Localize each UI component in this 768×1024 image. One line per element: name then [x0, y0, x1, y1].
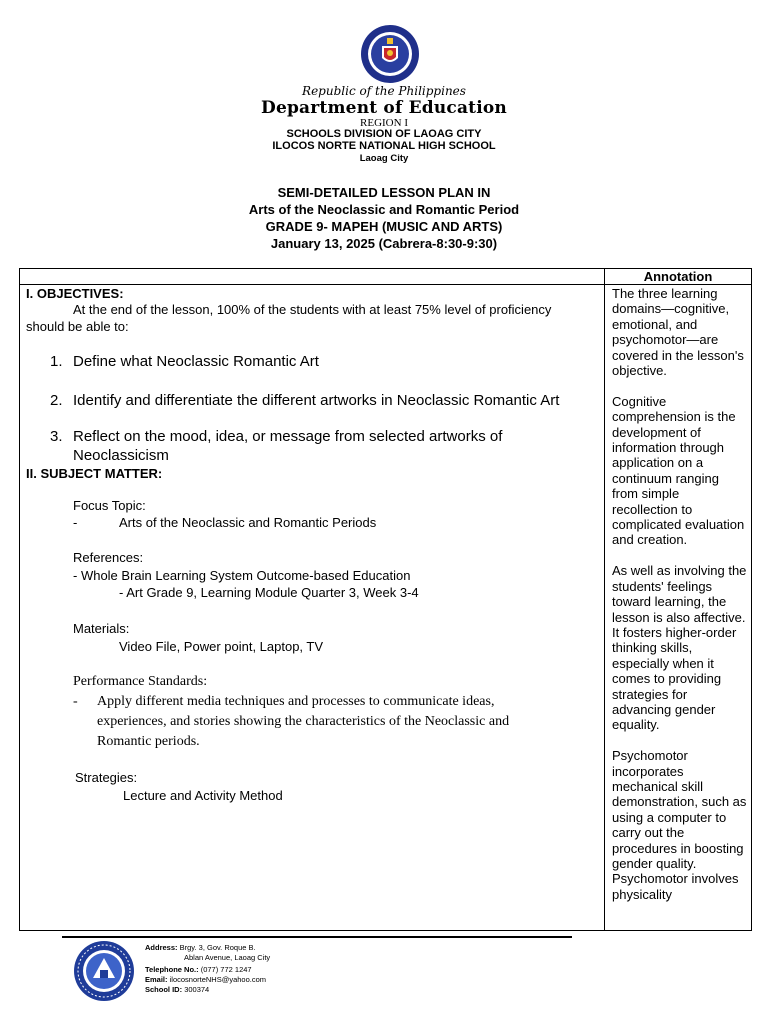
annotation-3: As well as involving the students' feelings toward learning, the lesson is also affective. It fosters higher-order thinking skills, especially when it comes to providing strategies for advancing gender equality. [612, 563, 747, 733]
objective-number-2: 2. [50, 392, 63, 409]
footer-rule [62, 936, 572, 938]
objective-item-3: Reflect on the mood, idea, or message from selected artworks of [73, 428, 503, 445]
objective-number-3: 3. [50, 428, 63, 445]
objective-item-3-cont: Neoclassicism [73, 447, 169, 464]
focus-topic-dash: - [73, 515, 78, 530]
footer-email-label: Email: [145, 975, 168, 984]
deped-seal-icon [360, 24, 420, 84]
strategies-value: Lecture and Activity Method [123, 788, 283, 803]
objectives-intro-line-1: At the end of the lesson, 100% of the students with at least 75% level of proficiency [73, 302, 552, 317]
performance-line-3: Romantic periods. [97, 734, 200, 749]
footer-school-id: 300374 [184, 985, 210, 994]
title-line-1: SEMI-DETAILED LESSON PLAN IN [277, 185, 491, 200]
materials-value: Video File, Power point, Laptop, TV [119, 639, 324, 654]
footer-address-1: Brgy. 3, Gov. Roque B. [179, 943, 256, 952]
references-label: References: [73, 550, 144, 565]
performance-standards-label: Performance Standards: [73, 674, 208, 689]
column-divider [604, 268, 605, 931]
footer-email-line [145, 975, 266, 984]
annotation-1: The three learning domains—cognitive, emotional, and psychomotor—are covered in the lesson's objective. [612, 286, 744, 379]
header-school: ILOCOS NORTE NATIONAL HIGH SCHOOL [272, 140, 496, 152]
header-row-divider [19, 284, 752, 285]
title-line-3: GRADE 9- MAPEH (MUSIC AND ARTS) [265, 219, 503, 234]
objectives-heading: I. OBJECTIVES: [26, 286, 124, 301]
footer-school-id-label: School ID: [145, 985, 183, 994]
header-department: Department of Education [261, 98, 507, 118]
annotation-column [612, 286, 748, 918]
focus-topic-label: Focus Topic: [73, 498, 146, 513]
annotation-2: Cognitive comprehension is the development of information through application on a continuum ranging from simple recollection to complicated evaluation and creation. [612, 393, 745, 548]
performance-dash: - [73, 694, 78, 709]
header-region: REGION I [360, 117, 408, 129]
header-division: SCHOOLS DIVISION OF LAOAG CITY [286, 128, 482, 140]
footer-address-label: Address: [145, 943, 178, 952]
footer-phone: (077) 772 1247 [200, 965, 252, 974]
performance-line-2: experiences, and stories showing the characteristics of the Neoclassic and [97, 714, 510, 729]
objectives-intro-line-2: should be able to: [26, 319, 129, 334]
objective-item-2: Identify and differentiate the different artworks in Neoclassic Romantic Art [73, 392, 560, 409]
footer-address-line-1 [145, 943, 256, 952]
materials-label: Materials: [73, 621, 130, 636]
performance-line-1: Apply different media techniques and processes to communicate ideas, [97, 694, 495, 709]
objective-item-1: Define what Neoclassic Romantic Art [73, 353, 319, 370]
footer-school-id-line [145, 985, 209, 994]
footer-phone-line [145, 965, 252, 974]
reference-1: - Whole Brain Learning System Outcome-based Education [73, 568, 411, 583]
subject-matter-heading: II. SUBJECT MATTER: [26, 466, 163, 481]
title-line-4: January 13, 2025 (Cabrera-8:30-9:30) [270, 236, 498, 251]
annotation-column-header: Annotation [643, 269, 713, 284]
header-republic: Republic of the Philippines [302, 84, 466, 98]
strategies-label: Strategies: [75, 770, 138, 785]
footer-address-2: Ablan Avenue, Laoag City [184, 953, 271, 962]
footer-phone-label: Telephone No.: [145, 965, 199, 974]
focus-topic-value: Arts of the Neoclassic and Romantic Periods [119, 515, 377, 530]
title-line-2: Arts of the Neoclassic and Romantic Period [248, 202, 520, 217]
objective-number-1: 1. [50, 353, 63, 370]
school-logo-icon [73, 940, 135, 1002]
reference-2: - Art Grade 9, Learning Module Quarter 3, Week 3-4 [119, 585, 419, 600]
annotation-4: Psychomotor incorporates mechanical skill demonstration, such as using a computer to carry out the procedures in boosting gender quality. Psychomotor involves physicality [612, 748, 747, 902]
footer-email: ilocosnorteNHS@yahoo.com [169, 975, 267, 984]
header-city: Laoag City [359, 153, 409, 164]
